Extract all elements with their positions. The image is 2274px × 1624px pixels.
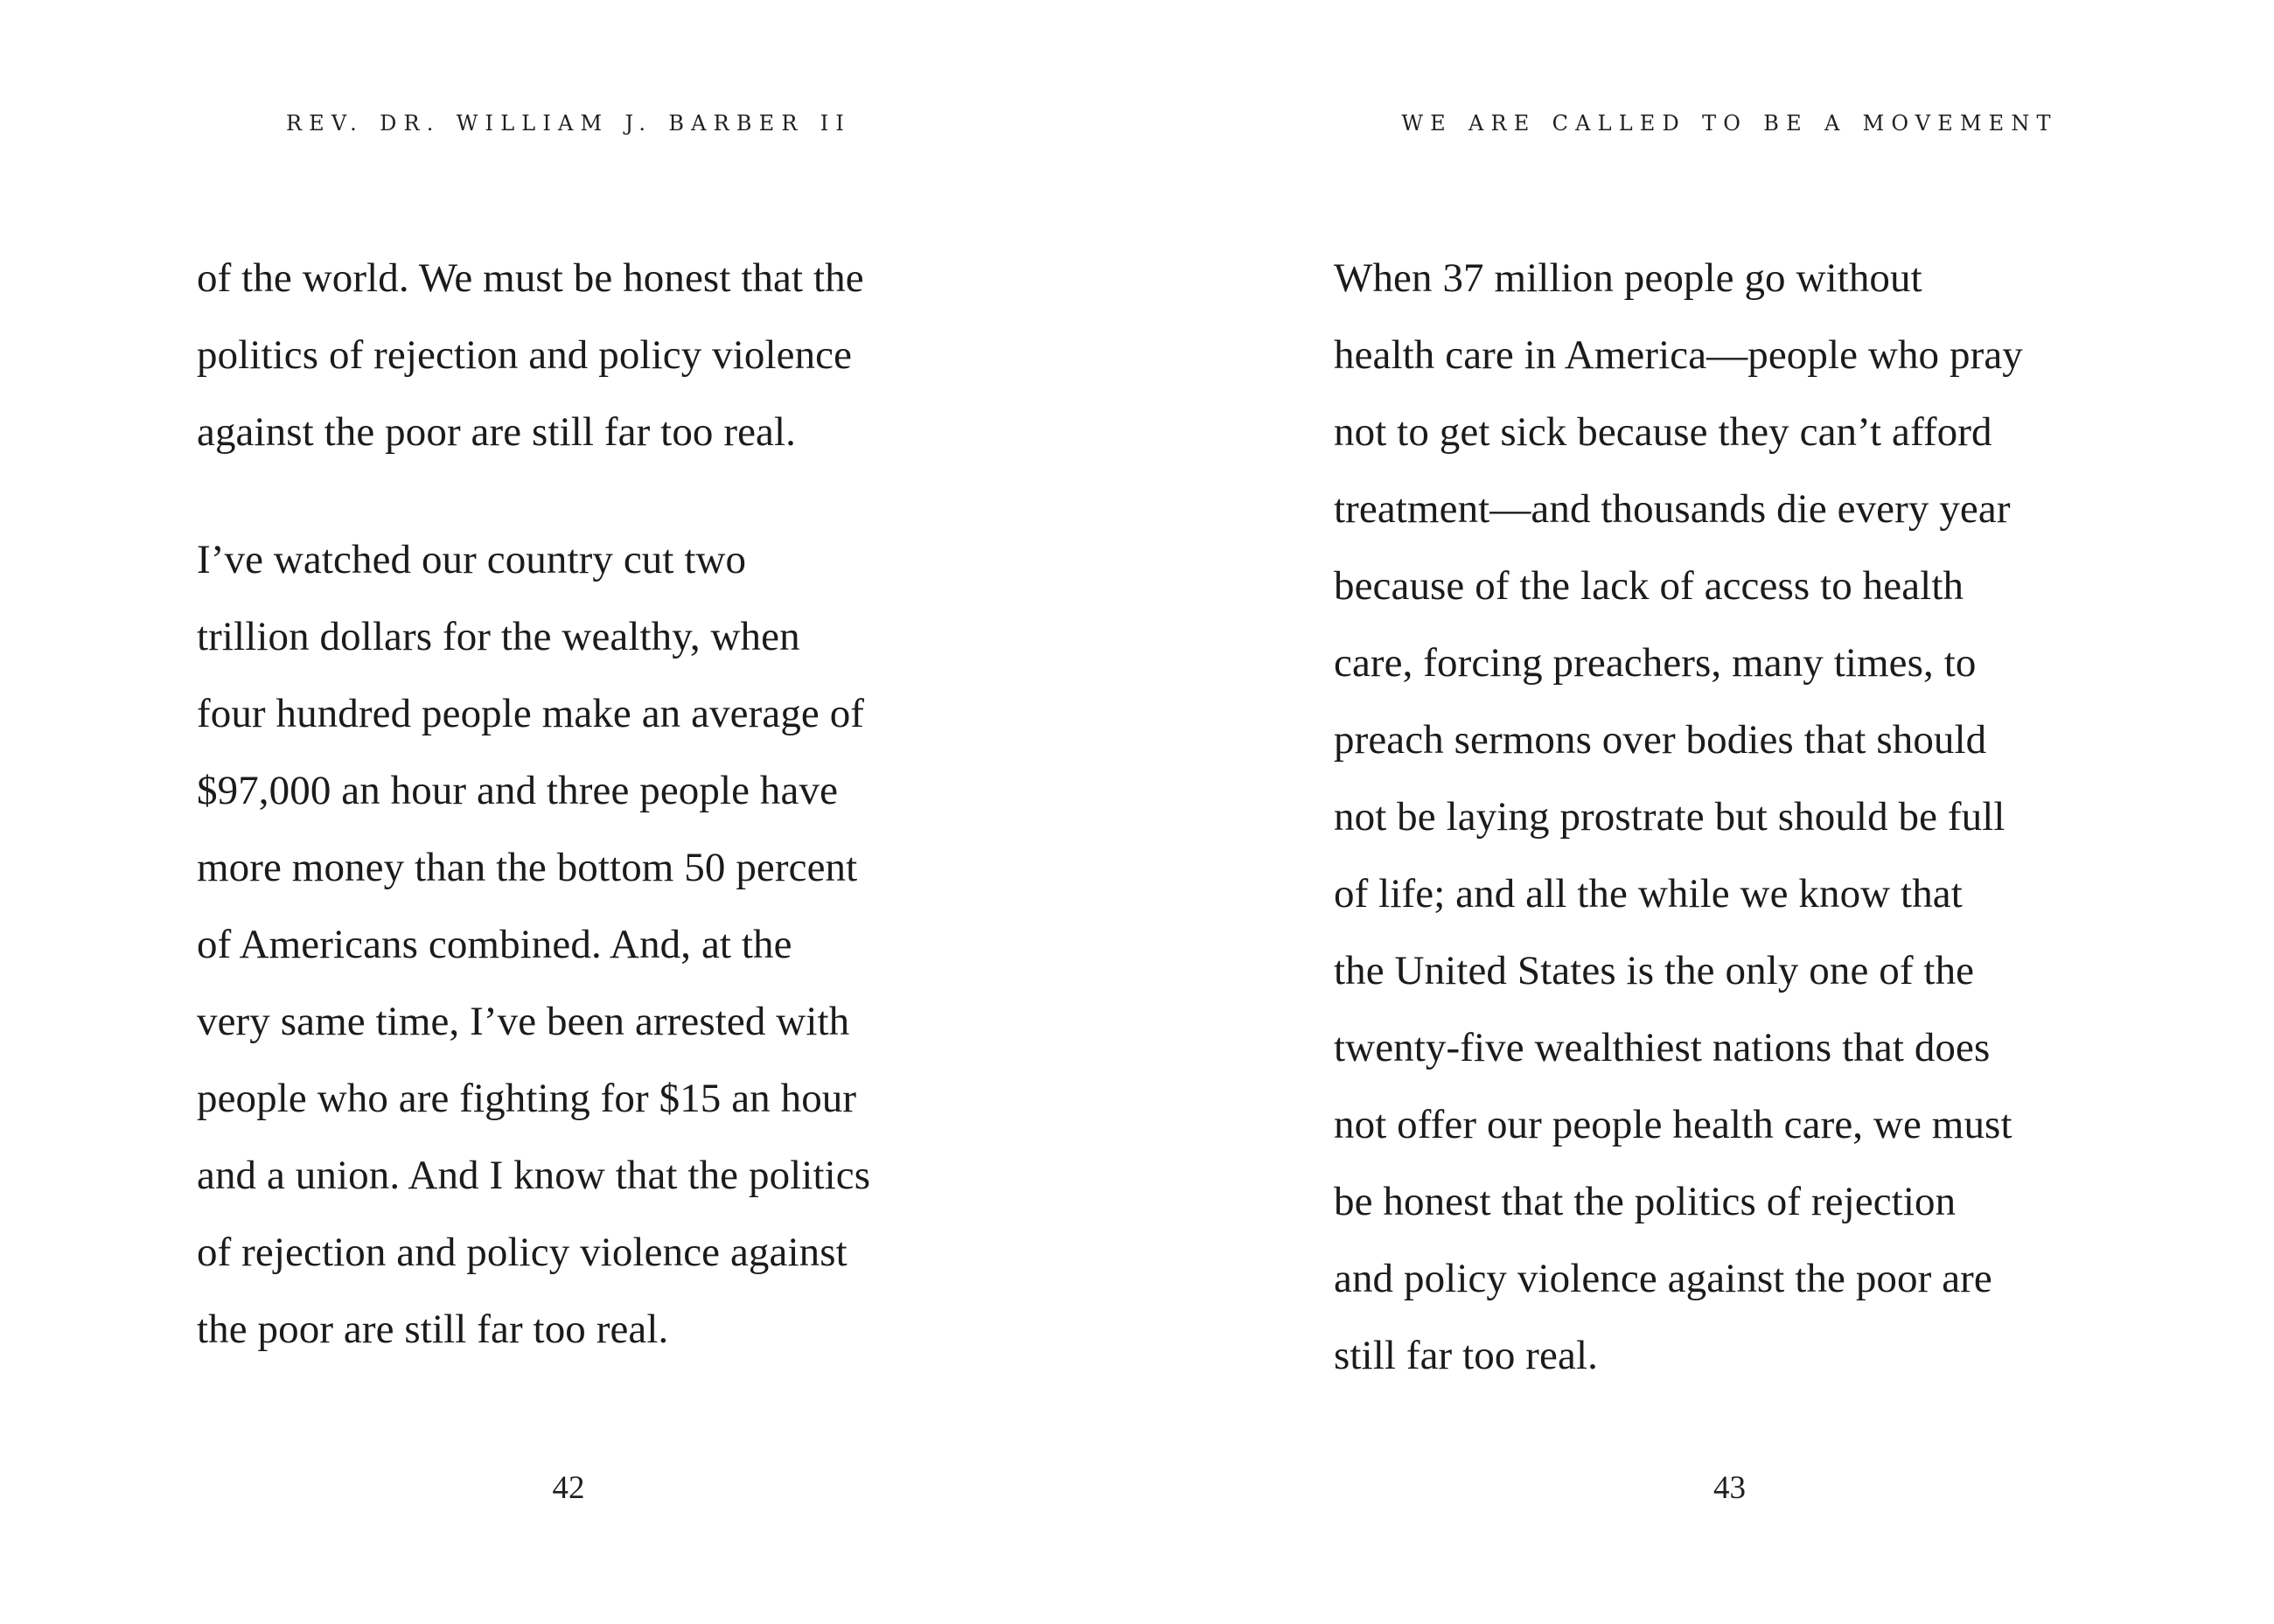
text-line: of life; and all the while we know that — [1334, 871, 1963, 917]
running-head-author: REV. DR. WILLIAM J. BARBER II — [285, 111, 852, 136]
paragraph — [197, 240, 953, 470]
text-line: people who are fighting for $15 an hour — [197, 1076, 857, 1121]
text-line: of rejection and policy violence against — [197, 1230, 848, 1275]
text-line: be honest that the politics of rejection — [1334, 1179, 1957, 1224]
text-line: preach sermons over bodies that should — [1334, 717, 1987, 763]
running-head-book-title: WE ARE CALLED TO BE A MOVEMENT — [1401, 111, 2058, 136]
page-right-body — [1334, 240, 2138, 1394]
page-left-body — [197, 240, 953, 1368]
text-line: care, forcing preachers, many times, to — [1334, 640, 1977, 686]
text-line: four hundred people make an average of — [197, 691, 865, 736]
text-line: not to get sick because they can’t afford — [1334, 409, 1992, 455]
text-line: against the poor are still far too real. — [197, 409, 797, 455]
paragraph — [197, 521, 953, 1368]
text-line: trillion dollars for the wealthy, when — [197, 614, 800, 659]
text-line: $97,000 an hour and three people have — [197, 768, 839, 813]
text-line: and a union. And I know that the politics — [197, 1153, 871, 1198]
text-line: not offer our people health care, we must — [1334, 1102, 2012, 1147]
text-line: health care in America—people who pray — [1334, 332, 2023, 378]
text-line: because of the lack of access to health — [1334, 563, 1964, 609]
text-line: of the world. We must be honest that the — [197, 255, 864, 301]
text-line: the poor are still far too real. — [197, 1307, 669, 1352]
text-line: When 37 million people go without — [1334, 255, 1922, 301]
page-right — [1137, 0, 2274, 1624]
text-line: not be laying prostrate but should be full — [1334, 794, 2005, 840]
text-line: more money than the bottom 50 percent — [197, 845, 858, 890]
text-line: twenty-five wealthiest nations that does — [1334, 1025, 1991, 1070]
text-line: I’ve watched our country cut two — [197, 537, 747, 582]
text-line: treatment—and thousands die every year — [1334, 486, 2011, 532]
page-number: 42 — [552, 1470, 585, 1506]
page-number: 43 — [1713, 1470, 1746, 1506]
text-line: of Americans combined. And, at the — [197, 922, 792, 967]
paragraph — [1334, 240, 2138, 1394]
text-line: and policy violence against the poor are — [1334, 1256, 1992, 1301]
text-line: politics of rejection and policy violence — [197, 332, 853, 378]
text-line: very same time, I’ve been arrested with — [197, 999, 850, 1044]
text-line: the United States is the only one of the — [1334, 948, 1975, 993]
text-line: still far too real. — [1334, 1333, 1598, 1378]
